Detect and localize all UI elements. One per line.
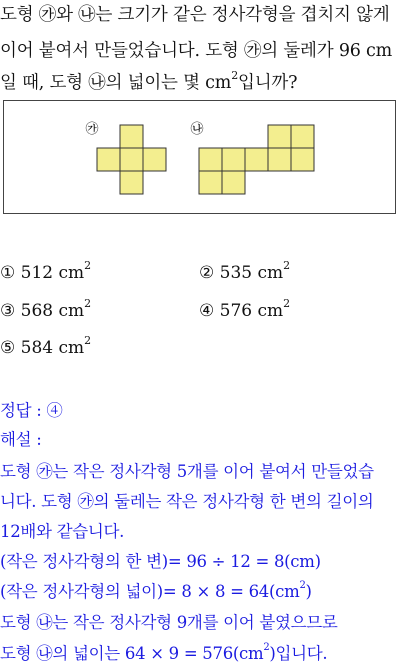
explanation-line-7-exponent: 2 xyxy=(263,641,270,653)
explanation-line-5 xyxy=(0,581,400,603)
ga-square-5 xyxy=(120,171,143,194)
na-square-5 xyxy=(245,148,268,171)
explanation-line-7-text: 도형 ㉯의 넓이는 64 × 9 = 576(cm xyxy=(0,644,264,663)
question-line-3-end: 입니까? xyxy=(238,73,298,93)
choice-4-value: 576 cm xyxy=(219,301,284,321)
explanation-line-1: 도형 ㉮는 작은 정사각형 5개를 이어 붙여서 만들었습 xyxy=(0,462,374,481)
choice-3-num: ③ xyxy=(0,301,16,321)
choice-5-value: 584 cm xyxy=(20,338,85,358)
question-line-3-text: 일 때, 도형 ㉯의 넓이는 몇 cm xyxy=(0,73,232,93)
choice-4-num: ④ xyxy=(199,301,215,321)
choice-5[interactable] xyxy=(0,334,92,359)
ga-square-3 xyxy=(120,148,143,171)
explanation-line-7-end: )입니다. xyxy=(269,644,328,663)
choice-3-value: 568 cm xyxy=(20,301,85,321)
choice-1-exponent: 2 xyxy=(84,259,92,273)
na-square-1 xyxy=(268,125,291,148)
explanation-line-5-text: (작은 정사각형의 넓이)= 8 × 8 = 64(cm xyxy=(0,582,300,601)
na-square-7 xyxy=(291,148,314,171)
explanation-line-5-exponent: 2 xyxy=(299,579,306,591)
explanation-line-7 xyxy=(0,643,400,665)
choice-4-exponent: 2 xyxy=(283,297,291,311)
choice-1-num: ① xyxy=(0,263,16,283)
ga-square-4 xyxy=(143,148,166,171)
choice-2-num: ② xyxy=(199,263,215,283)
ga-square-1 xyxy=(120,125,143,148)
explanation-line-4: (작은 정사각형의 한 변)= 96 ÷ 12 = 8(cm) xyxy=(0,552,321,571)
figure-box xyxy=(3,100,396,214)
figure-ga-label: ㉮ xyxy=(85,122,99,137)
na-square-2 xyxy=(291,125,314,148)
choice-5-exponent: 2 xyxy=(84,334,92,348)
explanation-line-5-end: ) xyxy=(305,582,312,601)
na-square-6 xyxy=(268,148,291,171)
choice-2-exponent: 2 xyxy=(283,259,291,273)
choice-3-exponent: 2 xyxy=(84,297,92,311)
figure-diagram xyxy=(4,101,397,215)
question-line-1: 도형 ㉮와 ㉯는 크기가 같은 정사각형을 겹치지 않게 xyxy=(0,5,390,25)
na-square-3 xyxy=(199,148,222,171)
choice-3[interactable] xyxy=(0,297,92,322)
question-line-3 xyxy=(0,69,400,94)
ga-square-2 xyxy=(97,148,120,171)
choice-2[interactable] xyxy=(199,259,291,284)
na-square-9 xyxy=(222,171,245,194)
answer-label: 정답 : ④ xyxy=(0,401,63,420)
na-square-8 xyxy=(199,171,222,194)
square-unit-exponent: 2 xyxy=(231,69,238,83)
explanation-line-2: 니다. 도형 ㉮의 둘레는 작은 정사각형 한 변의 길이의 xyxy=(0,492,374,511)
choice-5-num: ⑤ xyxy=(0,338,16,358)
choice-1[interactable] xyxy=(0,259,92,284)
explanation-line-3: 12배와 같습니다. xyxy=(0,522,125,541)
explanation-label: 해설 : xyxy=(0,430,42,449)
choice-2-value: 535 cm xyxy=(219,263,284,283)
explanation-line-6: 도형 ㉯는 작은 정사각형 9개를 이어 붙였으므로 xyxy=(0,613,338,632)
shape-na xyxy=(199,125,314,194)
na-square-4 xyxy=(222,148,245,171)
question-line-2: 이어 붙여서 만들었습니다. 도형 ㉮의 둘레가 96 cm xyxy=(0,41,393,61)
choice-4[interactable] xyxy=(199,297,291,322)
choice-1-value: 512 cm xyxy=(20,263,85,283)
figure-na-label: ㉯ xyxy=(190,122,204,137)
shape-ga xyxy=(97,125,166,194)
